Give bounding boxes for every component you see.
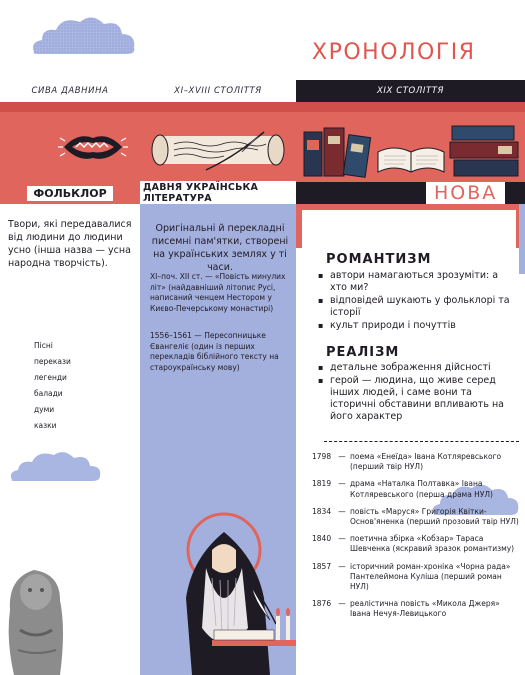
book-stack-right-icon bbox=[448, 122, 522, 180]
period-19-century bbox=[296, 80, 525, 102]
timeline-text: реалістична повість «Микола Джеря» Івана Нечуя-Левицького bbox=[350, 599, 500, 619]
right-blue-tab bbox=[519, 204, 525, 274]
list-item: думи bbox=[34, 405, 55, 414]
section-divider bbox=[324, 441, 519, 442]
timeline-band-top-strip bbox=[0, 102, 525, 112]
timeline-text: драма «Наталка Полтавка» Івана Котляревського (перша драма НУЛ) bbox=[350, 479, 493, 499]
list-item: ▪ автори намагаються зрозуміти: а хто ми? bbox=[318, 270, 518, 294]
timeline-year: 1840 bbox=[312, 534, 332, 544]
romanticism-title: РОМАНТИЗМ bbox=[326, 252, 432, 267]
timeline-year: 1819 bbox=[312, 479, 332, 489]
list-item: ▪ відповідей шукають у фольклорі та історії bbox=[318, 295, 518, 319]
book-stack-left-icon bbox=[302, 124, 374, 178]
timeline-item: 1819 — драма «Наталка Полтавка» Івана Котляревського (перша драма НУЛ) bbox=[312, 479, 522, 499]
timeline-item: 1857 — історичний роман-хроніка «Чорна рада» Пантелеймона Куліша (перший роман НУЛ) bbox=[312, 562, 522, 593]
category-new-literature-label: НОВА bbox=[426, 182, 505, 204]
timeline-item: 1798 — поема «Енеїда» Івана Котляревського (перший твір НУЛ) bbox=[312, 452, 522, 472]
list-item: ▪ герой — людина, що живе серед інших людей, і саме вони та історичні обставини впливають на його характер bbox=[318, 375, 518, 423]
period-ancient bbox=[0, 80, 140, 102]
timeline-text: поема «Енеїда» Івана Котляревського (перший твір НУЛ) bbox=[350, 452, 502, 472]
period-ancient-label: СИВА ДАВНИНА bbox=[31, 86, 109, 96]
list-item: перекази bbox=[34, 357, 71, 366]
timeline-item: 1876 — реалістична повість «Микола Джеря» Івана Нечуя-Левицького bbox=[312, 599, 522, 619]
list-item: ▪ культ природи і почуттів bbox=[318, 320, 518, 332]
timeline-text: історичний роман-хроніка «Чорна рада» Пантелеймона Куліша (перший роман НУЛ) bbox=[350, 561, 511, 592]
singing-mouth-icon bbox=[58, 130, 128, 164]
cloud-left-illustration bbox=[8, 448, 104, 482]
timeline-text: повість «Маруся» Григорія Квітки-Основ'яненка (перший прозовий твір НУЛ) bbox=[350, 506, 519, 527]
timeline-year: 1834 bbox=[312, 506, 332, 516]
category-new-literature bbox=[296, 182, 525, 204]
list-item: легенди bbox=[34, 373, 67, 382]
timeline-item: 1840 — поетична збірка «Кобзар» Тараса Шевченка (яскравий зразок романтизму) bbox=[312, 534, 522, 554]
timeline-year: 1876 bbox=[312, 599, 332, 609]
period-19-label: XIX СТОЛІТТЯ bbox=[376, 86, 445, 96]
folklore-description: Твори, які передавалися від людини до людини усно (інша назва — усна народна творчість). bbox=[8, 219, 132, 269]
new-literature-timeline bbox=[312, 452, 522, 627]
romanticism-points bbox=[318, 270, 518, 333]
folklore-genre-list bbox=[34, 338, 71, 434]
new-literature-header-box bbox=[302, 210, 516, 248]
open-book-icon bbox=[374, 140, 448, 176]
timeline-year: 1857 bbox=[312, 561, 332, 571]
old-literature-event: 1556–1561 — Пересопницьке Євангеліє (один із перших перекладів біблійного тексту на староукраїнську мову) bbox=[150, 331, 279, 372]
page-title: ХРОНОЛОГІЯ bbox=[312, 40, 476, 65]
period-11-18-label: XI–XVIII СТОЛІТТЯ bbox=[174, 86, 262, 96]
timeline-year: 1798 bbox=[312, 452, 332, 461]
realism-points bbox=[318, 362, 518, 424]
category-old-literature-label: ДАВНЯ УКРАЇНСЬКА ЛІТЕРАТУРА bbox=[140, 181, 296, 205]
list-item: балади bbox=[34, 389, 63, 398]
list-item: казки bbox=[34, 421, 57, 430]
category-old-literature bbox=[140, 182, 296, 204]
category-folklore bbox=[0, 182, 140, 204]
timeline-item: 1834 — повість «Маруся» Григорія Квітки-Основ'яненка (перший прозовий твір НУЛ) bbox=[312, 507, 522, 527]
scroll-with-quill-icon bbox=[146, 126, 291, 174]
list-item: ▪ детальне зображення дійсності bbox=[318, 362, 518, 374]
old-literature-event: XI–поч. XII ст. — «Повість минулих літ» (найдавніший літопис Русі, написаний ченцем Нестором у Києво-Печерському монастирі) bbox=[150, 272, 286, 313]
old-literature-description: Оригінальні й перекладні писемні пам'ятки, створені на українських землях у ті часи. bbox=[151, 223, 289, 273]
monk-chronicler-illustration bbox=[172, 508, 296, 675]
category-folklore-label: ФОЛЬКЛОР bbox=[27, 186, 112, 201]
list-item: Пісні bbox=[34, 341, 53, 350]
timeline-text: поетична збірка «Кобзар» Тараса Шевченка (яскравий зразок романтизму) bbox=[350, 534, 515, 554]
stone-idol-illustration bbox=[0, 560, 74, 675]
cloud-top-left-illustration bbox=[28, 12, 140, 56]
period-11-18-century bbox=[140, 80, 296, 102]
realism-title: РЕАЛІЗМ bbox=[326, 345, 400, 360]
